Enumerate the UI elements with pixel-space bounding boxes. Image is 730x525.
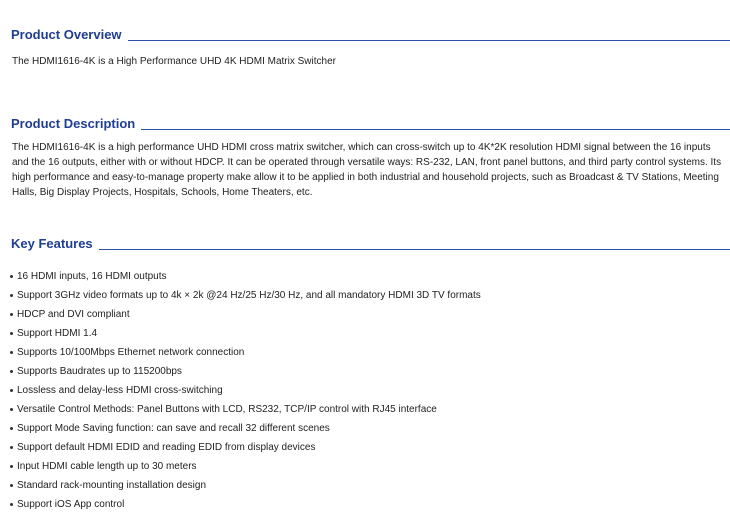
key-features-list: [9, 267, 481, 514]
bullet-icon: [10, 370, 13, 373]
bullet-icon: [10, 484, 13, 487]
list-item: [9, 362, 481, 381]
product-description-heading: [11, 116, 730, 132]
feature-text: Input HDMI cable length up to 30 meters: [17, 461, 197, 472]
product-description-title: Product Description: [11, 116, 136, 131]
list-item: [9, 324, 481, 343]
list-item: [9, 457, 481, 476]
feature-text: Support default HDMI EDID and reading EDID from display devices: [17, 442, 316, 453]
feature-text: Standard rack-mounting installation design: [17, 480, 206, 491]
product-description-text: The HDMI1616-4K is a high performance UHD HDMI cross matrix switcher, which can cross-switch up to 4K*2K resolution HDMI signal between the 16 inputs and the 16 outputs, either with or without HDCP. It can be operated through versatile ways: RS-232, LAN, front panel buttons, and third party control systems. Its high performance and easy-to-manage property make allow it to be applied in both industrial and household projects, such as Broadcast & TV Stations, Meeting Halls, Big Display Projects, Hospitals, Schools, Home Theaters, etc.: [12, 142, 722, 198]
feature-text: Supports Baudrates up to 115200bps: [17, 366, 182, 377]
bullet-icon: [10, 275, 13, 278]
list-item: [9, 476, 481, 495]
product-overview-heading: [11, 27, 730, 43]
bullet-icon: [10, 389, 13, 392]
list-item: [9, 343, 481, 362]
bullet-icon: [10, 427, 13, 430]
key-features-title: Key Features: [11, 236, 93, 251]
feature-text: 16 HDMI inputs, 16 HDMI outputs: [17, 271, 167, 282]
bullet-icon: [10, 294, 13, 297]
key-features-heading: [11, 236, 730, 252]
product-overview-text: The HDMI1616-4K is a High Performance UHD 4K HDMI Matrix Switcher: [12, 56, 336, 67]
feature-text: Support 3GHz video formats up to 4k × 2k @24 Hz/25 Hz/30 Hz, and all mandatory HDMI 3D TV formats: [17, 290, 481, 301]
bullet-icon: [10, 332, 13, 335]
list-item: [9, 286, 481, 305]
bullet-icon: [10, 351, 13, 354]
list-item: [9, 381, 481, 400]
bullet-icon: [10, 446, 13, 449]
heading-divider: [128, 40, 730, 41]
feature-text: Support Mode Saving function: can save and recall 32 different scenes: [17, 423, 330, 434]
list-item: [9, 267, 481, 286]
list-item: [9, 438, 481, 457]
feature-text: Versatile Control Methods: Panel Buttons with LCD, RS232, TCP/IP control with RJ45 interface: [17, 404, 437, 415]
list-item: [9, 400, 481, 419]
feature-text: HDCP and DVI compliant: [17, 309, 130, 320]
bullet-icon: [10, 503, 13, 506]
feature-text: Lossless and delay-less HDMI cross-switching: [17, 385, 223, 396]
bullet-icon: [10, 408, 13, 411]
heading-divider: [99, 249, 730, 250]
list-item: [9, 495, 481, 514]
feature-text: Support iOS App control: [17, 499, 125, 510]
feature-text: Support HDMI 1.4: [17, 328, 98, 339]
heading-divider: [141, 129, 730, 130]
list-item: [9, 419, 481, 438]
list-item: [9, 305, 481, 324]
feature-text: Supports 10/100Mbps Ethernet network connection: [17, 347, 245, 358]
bullet-icon: [10, 465, 13, 468]
product-overview-title: Product Overview: [11, 27, 122, 42]
bullet-icon: [10, 313, 13, 316]
